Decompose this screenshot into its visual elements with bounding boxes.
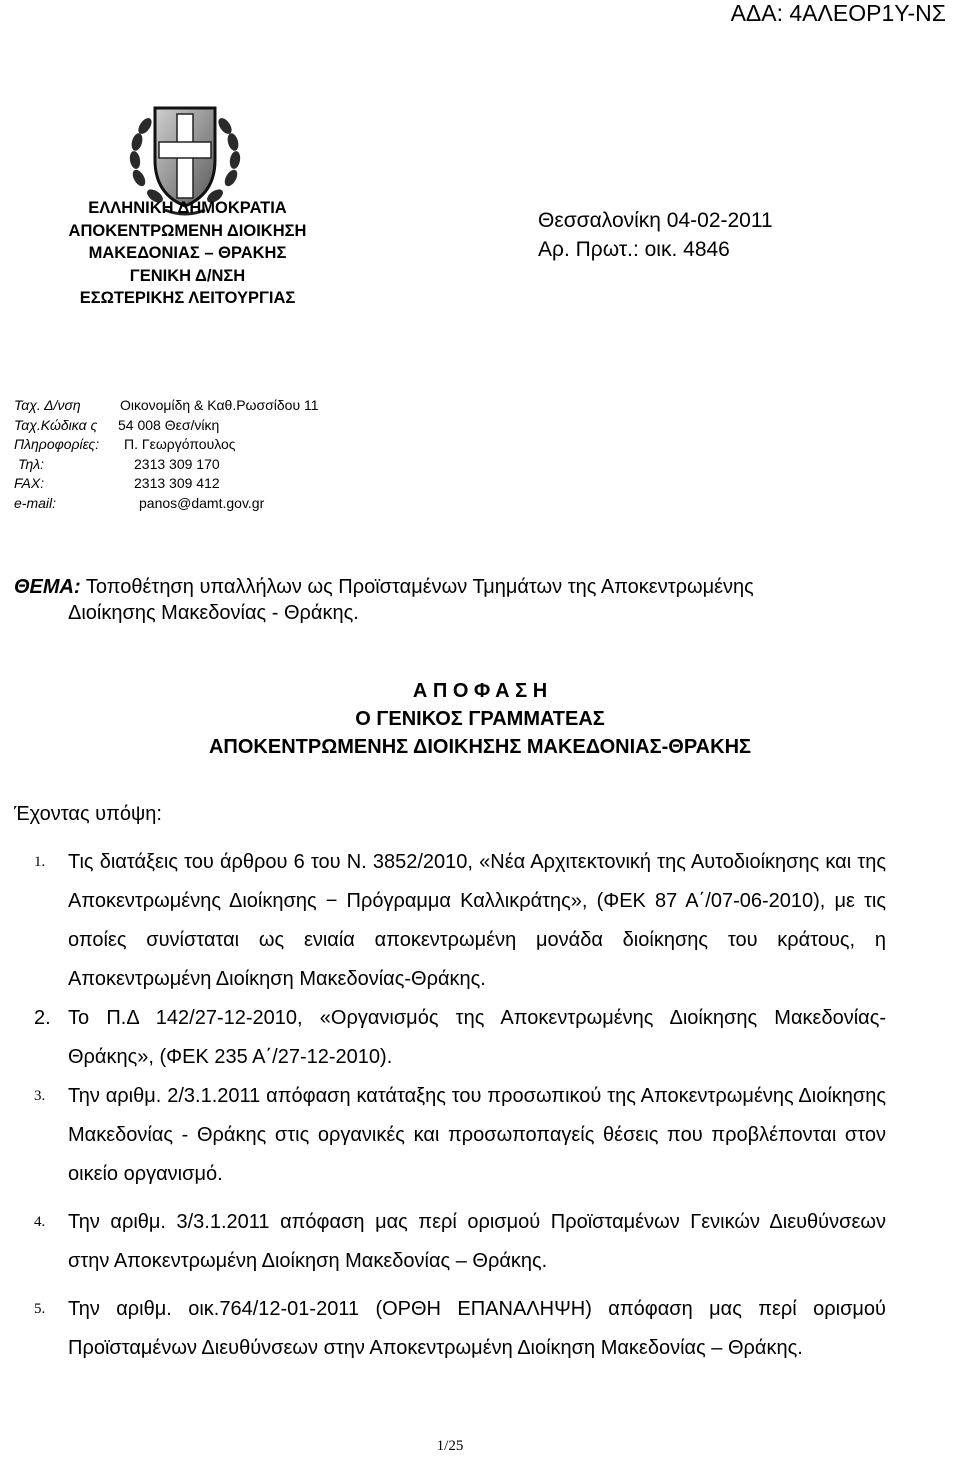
contact-value: Π. Γεωργόπουλος	[124, 436, 236, 452]
contact-label: Ταχ.Κώδικα ς	[14, 416, 98, 433]
authority-line: ΕΣΩΤΕΡΙΚΗΣ ΛΕΙΤΟΥΡΓΙΑΣ	[79, 289, 296, 307]
contact-value: 2313 309 412	[134, 475, 220, 491]
contact-row	[14, 416, 319, 436]
page-number: 1/25	[436, 1438, 464, 1454]
list-item-text: Το Π.Δ 142/27-12-2010, «Οργανισμός της Αποκεντρωμένης Διοίκησης Μακεδονίας- Θράκης», (ΦΕΚ 235 Α΄/27-12-2010).	[68, 1007, 886, 1068]
authority-block	[40, 197, 335, 310]
place-date: Θεσσαλονίκη 04-02-2011	[538, 209, 773, 232]
considering-heading: Έχοντας υπόψη:	[14, 803, 162, 825]
list-item-number: 4.	[34, 1214, 46, 1230]
list-item	[34, 999, 886, 1077]
authority-line: ΓΕΝΙΚΗ Δ/ΝΣΗ	[129, 266, 246, 285]
protocol-number: Αρ. Πρωτ.: οικ. 4846	[538, 238, 730, 261]
email-link[interactable]: panos@damt.gov.gr	[139, 494, 265, 511]
contact-row	[14, 494, 319, 514]
list-item-number: 2.	[34, 1007, 51, 1029]
subject-block	[14, 574, 934, 626]
contact-label: e-mail:	[14, 494, 57, 511]
subject-label: ΘΕΜΑ:	[14, 576, 81, 598]
decision-issuer: Ο ΓΕΝΙΚΟΣ ΓΡΑΜΜΑΤΕΑΣ	[355, 708, 605, 730]
authority-line: ΕΛΛΗΝΙΚΗ ΔΗΜΟΚΡΑΤΙΑ	[88, 199, 287, 217]
list-item-text: Τις διατάξεις του άρθρου 6 του Ν. 3852/2010, «Νέα Αρχιτεκτονική της Αυτοδιοίκησης και της Αποκεντρωμένης Διοίκησης − Πρόγραμμα Καλλικράτης», (ΦΕΚ 87 Α΄/07-06-2010), με τις οποίες συνίσταται ως ενιαία αποκεντρωμένη μονάδα διοίκησης του κράτους, η Αποκεντρωμένη Διοίκηση Μακεδονίας-Θράκης.	[68, 851, 886, 990]
list-item-text: Την αριθμ. οικ.764/12-01-2011 (ΟΡΘΗ ΕΠΑΝΑΛΗΨΗ) απόφαση μας περί ορισμού Προϊσταμένων Διευθύνσεων στην Αποκεντρωμένη Διοίκηση Μακεδονίας – Θράκης.	[68, 1298, 886, 1359]
contact-value: 54 008 Θεσ/νίκη	[118, 416, 220, 433]
decision-title: Α Π Ο Φ Α Σ Η	[412, 680, 548, 702]
list-item	[34, 1290, 886, 1368]
list-item-text: Την αριθμ. 2/3.1.2011 απόφαση κατάταξης του προσωπικού της Αποκεντρωμένης Διοίκησης Μακεδονίας - Θράκης στις οργανικές και προσωποπαγείς θέσεις που προβλέπονται στον οικείο οργανισμό.	[68, 1085, 886, 1185]
list-item-number: 5.	[34, 1301, 46, 1317]
list-item-number: 3.	[34, 1088, 46, 1104]
list-item	[34, 1203, 886, 1281]
decision-heading	[0, 677, 960, 761]
contact-label: Πληροφορίες:	[14, 436, 100, 452]
date-block	[538, 206, 773, 264]
contact-row	[14, 474, 319, 494]
list-item	[34, 1077, 886, 1194]
decision-issuer-org: ΑΠΟΚΕΝΤΡΩΜΕΝΗΣ ΔΙΟΙΚΗΣΗΣ ΜΑΚΕΔΟΝΙΑΣ-ΘΡΑΚΗΣ	[208, 736, 752, 758]
contact-row	[14, 455, 319, 475]
ada-code: ΑΔΑ: 4ΑΛΕΟΡ1Υ-ΝΣ	[730, 0, 946, 26]
authority-line: ΜΑΚΕΔΟΝΙΑΣ – ΘΡΑΚΗΣ	[88, 244, 287, 262]
contact-value: 2313 309 170	[134, 455, 220, 472]
contact-value: Οικονομίδη & Καθ.Ρωσσίδου 11	[120, 397, 319, 413]
contact-label: Τηλ:	[18, 455, 45, 472]
considering-list	[34, 843, 886, 1368]
contact-label: FAX:	[14, 475, 45, 491]
list-item	[34, 843, 886, 999]
list-item-text: Την αριθμ. 3/3.1.2011 απόφαση μας περί ορισμού Προϊσταμένων Γενικών Διευθύνσεων στην Αποκεντρωμένη Διοίκηση Μακεδονίας – Θράκης.	[68, 1211, 886, 1272]
contact-row	[14, 435, 319, 455]
contact-label: Ταχ. Δ/νση	[14, 397, 81, 413]
subject-text: Τοποθέτηση υπαλλήλων ως Προϊσταμένων Τμημάτων της Αποκεντρωμένης	[85, 576, 754, 598]
contact-block	[14, 396, 319, 513]
authority-line: ΑΠΟΚΕΝΤΡΩΜΕΝΗ ΔΙΟΙΚΗΣΗ	[68, 221, 307, 240]
list-item-number: 1.	[34, 854, 46, 870]
subject-text: Διοίκησης Μακεδονίας - Θράκης.	[68, 602, 359, 624]
contact-row	[14, 396, 319, 416]
